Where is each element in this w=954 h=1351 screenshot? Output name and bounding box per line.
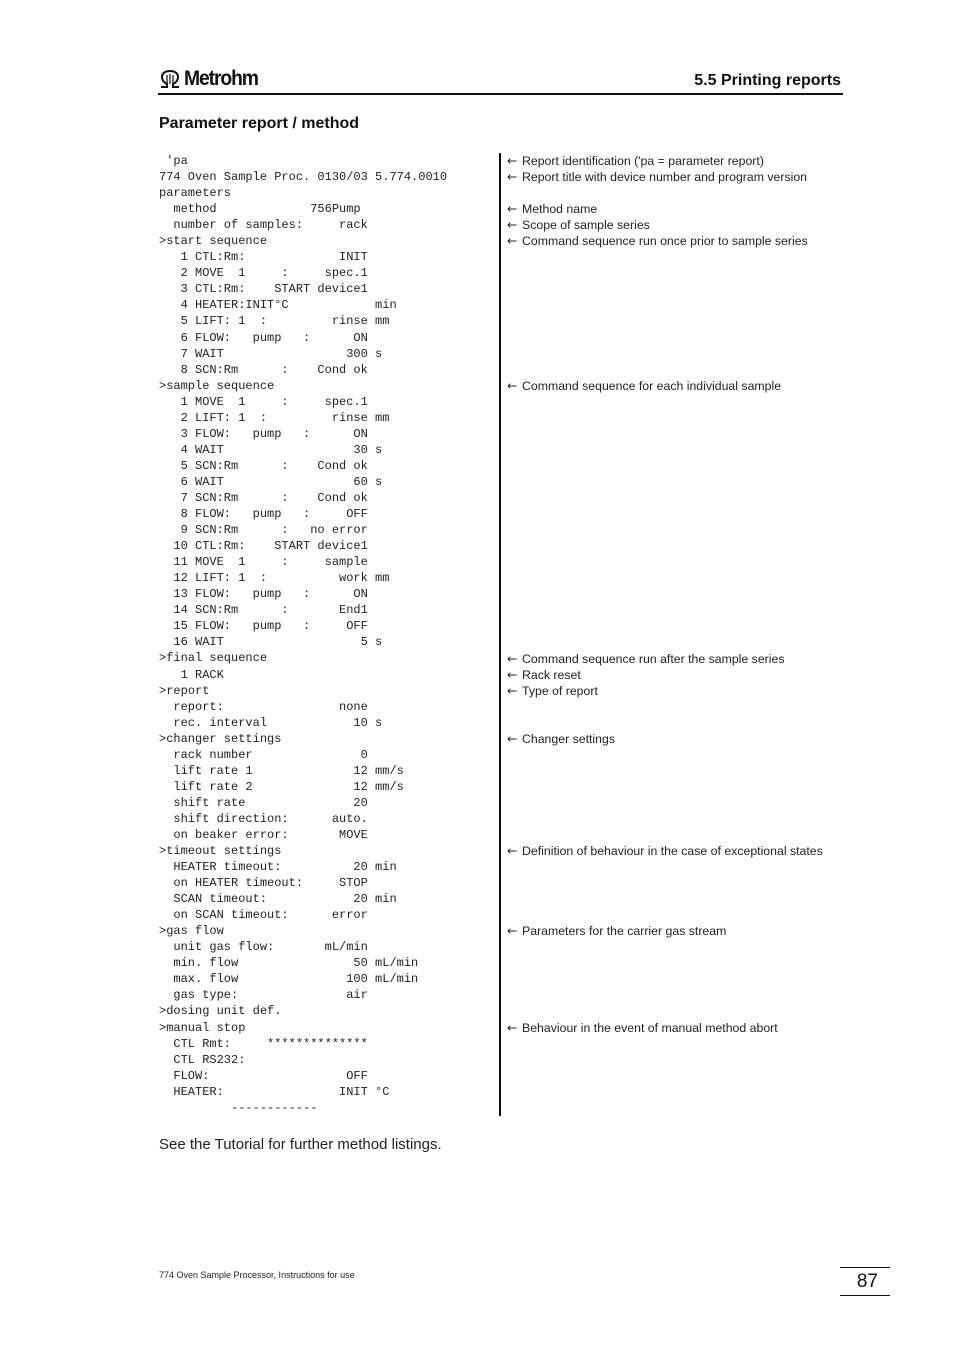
listing-line: >manual stop [159,1020,246,1035]
left-arrow-icon: ← [507,667,518,682]
listing-line: method 756Pump [159,202,361,217]
listing-line: rack number 0 [159,747,368,762]
listing-line: 6 WAIT 60 s [159,474,383,489]
left-arrow-icon: ← [507,202,518,217]
listing-line: parameters [159,186,232,201]
annotation-note [507,684,598,698]
annotation-note [507,732,615,746]
left-arrow-icon: ← [507,844,518,859]
listing-line: max. flow 100 mL/min [159,972,419,987]
section-title: 5.5 Printing reports [694,72,841,89]
omega-logo-icon [159,69,181,89]
left-arrow-icon: ← [507,651,518,666]
annotation-text: Command sequence run once prior to sample series [522,234,808,249]
left-arrow-icon: ← [507,154,518,168]
left-arrow-icon: ← [507,218,518,233]
annotation-text: Changer settings [522,731,615,746]
column-divider [499,153,501,1116]
listing-line: 7 WAIT 300 s [159,346,383,361]
listing-line: >gas flow [159,924,224,939]
listing-line: CTL Rmt: ************** [159,1036,368,1051]
annotation-note [507,668,581,682]
annotation-text: Method name [522,202,598,217]
document-title: 774 Oven Sample Processor, Instructions for use [159,1270,355,1280]
listing-line: 8 SCN:Rm : Cond ok [159,362,368,377]
listing-line: 774 Oven Sample Proc. 0130/03 5.774.0010 [159,170,448,185]
listing-line: 2 LIFT: 1 : rinse mm [159,410,390,425]
parameter-listing [159,153,447,1116]
left-arrow-icon: ← [507,1020,518,1035]
listing-line: 4 WAIT 30 s [159,442,383,457]
listing-line: 1 RACK [159,667,224,682]
annotation-note [507,924,726,938]
listing-line: report: none [159,699,368,714]
listing-line: SCAN timeout: 20 min [159,892,397,907]
annotation-text: Rack reset [522,667,581,682]
listing-line: CTL RS232: [159,1052,246,1067]
listing-line: on beaker error: MOVE [159,827,368,842]
listing-line: ------------ [159,1100,318,1115]
listing-line: unit gas flow: mL/min [159,940,368,955]
listing-line: rec. interval 10 s [159,715,383,730]
listing-line: >sample sequence [159,378,275,393]
listing-line: gas type: air [159,988,368,1003]
left-arrow-icon: ← [507,234,518,249]
listing-line: >final sequence [159,651,268,666]
tutorial-note: See the Tutorial for further method listings. [159,1136,442,1153]
header-rule [158,93,843,95]
listing-line: 'pa [159,154,188,168]
left-arrow-icon: ← [507,731,518,746]
listing-line: min. flow 50 mL/min [159,956,419,971]
listing-line: 11 MOVE 1 : sample [159,555,368,570]
annotation-note [507,170,807,184]
listing-line: shift rate 20 [159,795,368,810]
left-arrow-icon: ← [507,924,518,939]
listing-line: 7 SCN:Rm : Cond ok [159,490,368,505]
annotation-note [507,844,823,858]
listing-line: on SCAN timeout: error [159,908,368,923]
listing-line: >dosing unit def. [159,1004,282,1019]
annotation-text: Command sequence for each individual sample [522,378,782,393]
listing-line: 3 FLOW: pump : ON [159,426,368,441]
page-number: 87 [856,1271,878,1292]
listing-line: number of samples: rack [159,218,368,233]
listing-line: 4 HEATER:INIT°C min [159,298,397,313]
annotation-note [507,1021,778,1035]
left-arrow-icon: ← [507,683,518,698]
listing-line: >start sequence [159,234,268,249]
listing-line: 16 WAIT 5 s [159,635,383,650]
page-number-box [840,1267,890,1296]
listing-line: >report [159,683,210,698]
annotation-note [507,154,764,168]
listing-line: 1 CTL:Rm: INIT [159,250,368,265]
listing-line: on HEATER timeout: STOP [159,876,368,891]
brand-name: Metrohm [184,67,258,90]
listing-line: 1 MOVE 1 : spec.1 [159,394,368,409]
annotation-text: Command sequence run after the sample series [522,651,785,666]
annotation-note [507,379,781,393]
annotation-text: Report title with device number and program version [522,170,808,185]
annotation-text: Scope of sample series [522,218,650,233]
listing-line: 9 SCN:Rm : no error [159,523,368,538]
listing-line: >changer settings [159,731,282,746]
listing-line: lift rate 2 12 mm/s [159,779,404,794]
listing-line: FLOW: OFF [159,1068,368,1083]
annotation-text: Definition of behaviour in the case of exceptional states [522,844,823,859]
page-subtitle: Parameter report / method [159,115,360,132]
listing-line: HEATER: INIT °C [159,1084,390,1099]
annotation-text: Behaviour in the event of manual method abort [522,1020,778,1035]
annotation-note [507,234,808,248]
annotation-note [507,652,784,666]
listing-line: 3 CTL:Rm: START device1 [159,282,368,297]
listing-line: 10 CTL:Rm: START device1 [159,539,368,554]
listing-line: 15 FLOW: pump : OFF [159,619,368,634]
listing-line: 5 SCN:Rm : Cond ok [159,458,368,473]
listing-line: 6 FLOW: pump : ON [159,330,368,345]
listing-line: lift rate 1 12 mm/s [159,763,404,778]
metrohm-logo [159,66,264,92]
listing-line: shift direction: auto. [159,811,368,826]
listing-line: 13 FLOW: pump : ON [159,587,368,602]
listing-line: 5 LIFT: 1 : rinse mm [159,314,390,329]
annotation-note [507,202,597,216]
left-arrow-icon: ← [507,378,518,393]
left-arrow-icon: ← [507,170,518,185]
annotation-text: Report identification ('pa = parameter report) [522,154,764,168]
listing-line: 2 MOVE 1 : spec.1 [159,266,368,281]
listing-line: >timeout settings [159,844,282,859]
annotation-text: Parameters for the carrier gas stream [522,924,727,939]
listing-line: 8 FLOW: pump : OFF [159,507,368,522]
listing-line: 12 LIFT: 1 : work mm [159,571,390,586]
annotation-text: Type of report [522,683,598,698]
listing-line: 14 SCN:Rm : End1 [159,603,368,618]
annotation-note [507,218,650,232]
listing-line: HEATER timeout: 20 min [159,860,397,875]
